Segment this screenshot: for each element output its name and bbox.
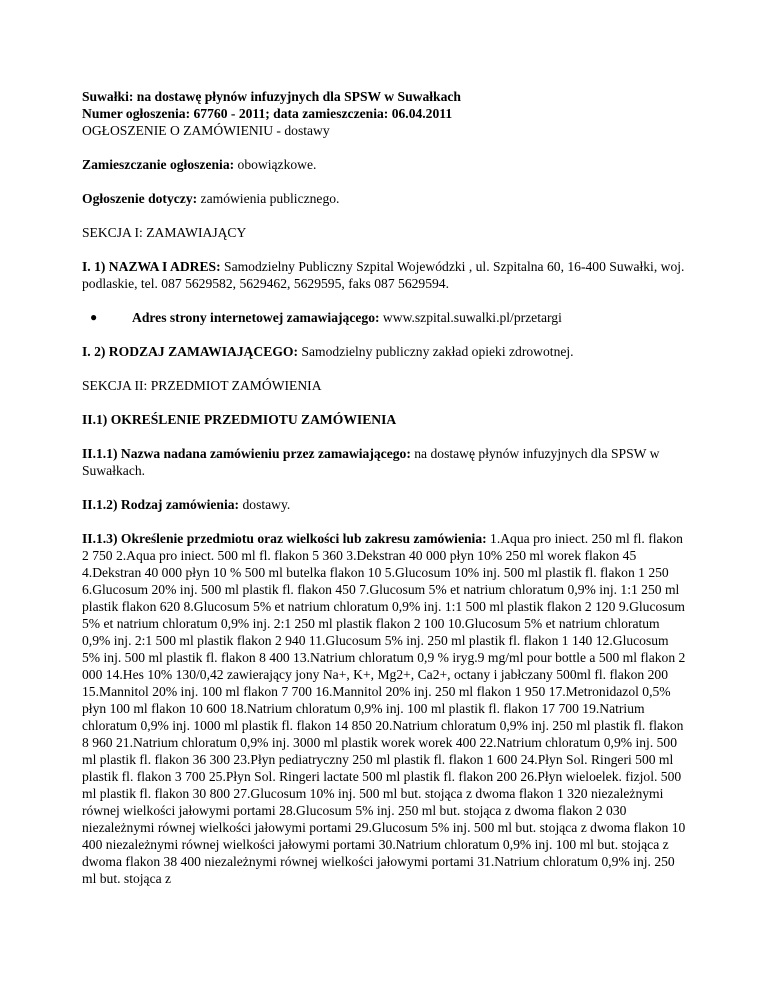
publication-obligation: Zamieszczanie ogłoszenia: obowiązkowe. xyxy=(82,157,317,172)
section-1-heading: SEKCJA I: ZAMAWIAJĄCY xyxy=(82,225,247,240)
contract-scope: II.1.3) Określenie przedmiotu oraz wielkości lub zakresu zamówienia: 1.Aqua pro iniect. 250 ml fl. flakon 2 750 2.Aqua pro iniect. 500 ml fl. flakon 5 360 3.Dekstran 40 000 płyn 10% 250 ml worek flakon 45 4.Dekstran 40 000 płyn 10 % 500 ml butelka flakon 10 5.Glucosum 10% inj. 500 ml plastik fl. flakon 1 250 6.Glucosum 20% inj. 500 ml plastik fl. flakon 450 7.Glucosum 5% et natrium chloratum 0,9% inj. 1:1 250 ml plastik flakon 620 8.Glucosum 5% et natrium chloratum 0,9% inj. 1:1 500 ml plastik flakon 2 120 9.Glucosum 5% et natrium chloratum 0,9% inj. 2:1 250 ml plastik flakon 2 100 10.Glucosum 5% et natrium chloratum 0,9% inj. 2:1 500 ml plastik flakon 2 940 11.Glucosum 5% inj. 250 ml plastik fl. flakon 1 140 12.Glucosum 5% inj. 500 ml plastik fl. flakon 8 400 13.Natrium chloratum 0,9 % iryg.9 mg/ml pour bottle a 500 ml flakon 2 000 14.Hes 10% 130/0,42 zawierający jony Na+, K+, Mg2+, Ca2+, octany i jabłczany 500ml fl. flakon 200 15.Mannitol 20% inj. 100 ml flakon 7 700 16.Mannitol 20% inj. 250 ml flakon 1 950 17.Metronidazol 0,5% płyn 100 ml flakon 10 600 18.Natrium chloratum 0,9% inj. 100 ml plastik fl. flakon 17 700 19.Natrium chloratum 0,9% inj. 1000 ml plastik fl. flakon 14 850 20.Natrium chloratum 0,9% inj. 250 ml plastik fl. flakon 8 960 21.Natrium chloratum 0,9% inj. 3000 ml plastik worek worek 400 22.Natrium chloratum 0,9% inj. 500 ml plastik fl. flakon 36 300 23.Płyn pediatryczny 250 ml plastik fl. flakon 1 600 24.Płyn Sol. Ringeri 500 ml plastik fl. flakon 3 700 25.Płyn Sol. Ringeri lactate 500 ml plastik fl. flakon 200 26.Płyn wieloelek. fizjol. 500 ml plastik fl. flakon 30 800 27.Glucosum 10% inj. 500 ml but. stojąca z dwoma flakon 1 320 niezależnymi równej wielkości jałowymi portami 28.Glucosum 5% inj. 250 ml but. stojąca z dwoma flakon 2 030 niezależnymi równej wielkości jałowymi portami 29.Glucosum 5% inj. 500 ml but. stojąca z dwoma flakon 10 400 niezależnymi równej wielkości jałowymi portami 30.Natrium chloratum 0,9% inj. 100 ml but. stojąca z dwoma flakon 38 400 niezależnymi równej wielkości jałowymi portami 31.Natrium chloratum 0,9% inj. 250 ml but. stojąca z xyxy=(82,531,686,886)
contracting-authority-type: I. 2) RODZAJ ZAMAWIAJĄCEGO: Samodzielny publiczny zakład opieki zdrowotnej. xyxy=(82,344,574,359)
notice-type: OGŁOSZENIE O ZAMÓWIENIU - dostawy xyxy=(82,123,330,138)
contract-type: II.1.2) Rodzaj zamówienia: dostawy. xyxy=(82,497,291,512)
name-and-address: I. 1) NAZWA I ADRES: Samodzielny Publiczny Szpital Wojewódzki , ul. Szpitalna 60, 16-400 Suwałki, woj. podlaskie, tel. 087 5629582, 5629462, 5629595, faks 087 5629594. xyxy=(82,259,685,291)
subject-definition-heading: II.1) OKREŚLENIE PRZEDMIOTU ZAMÓWIENIA xyxy=(82,412,397,427)
contract-name: II.1.1) Nazwa nadana zamówieniu przez zamawiającego: na dostawę płynów infuzyjnych dla SPSW w Suwałkach. xyxy=(82,446,660,478)
notice-concerns: Ogłoszenie dotyczy: zamówienia publicznego. xyxy=(82,191,340,206)
notice-title: Suwałki: na dostawę płynów infuzyjnych dla SPSW w Suwałkach xyxy=(82,89,461,104)
section-2-heading: SEKCJA II: PRZEDMIOT ZAMÓWIENIA xyxy=(82,378,322,393)
website-item: ● Adres strony internetowej zamawiającego: www.szpital.suwalki.pl/przetargi xyxy=(90,310,562,325)
notice-number: Numer ogłoszenia: 67760 - 2011; data zamieszczenia: 06.04.2011 xyxy=(82,106,453,121)
bullet-icon: ● xyxy=(90,310,98,324)
